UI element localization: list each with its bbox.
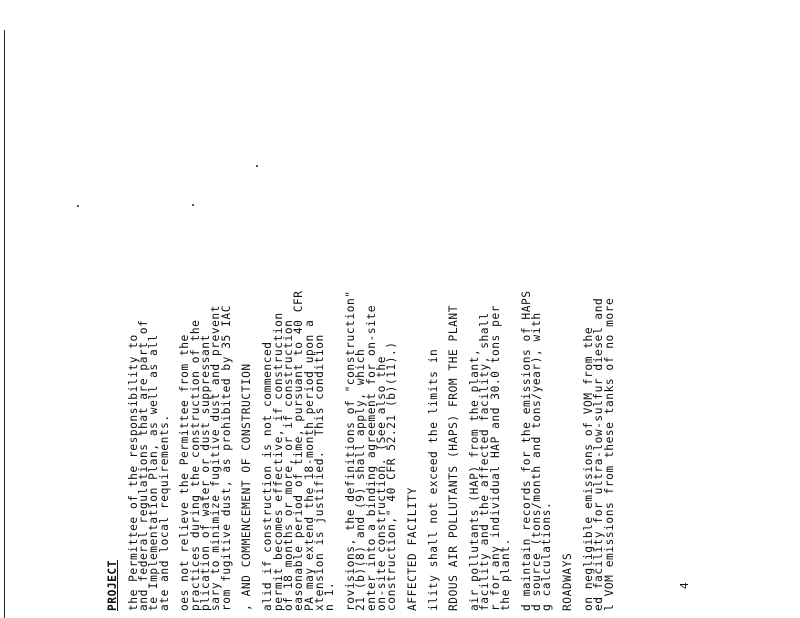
text-line: AFFECTED FACILITY — [405, 487, 419, 611]
text-line: ate and local requirements. — [157, 414, 171, 611]
text-line: xtension is justified. This condition — [312, 334, 326, 611]
text-line: rom fugitive dust, as prohibited by 35 IAC — [219, 305, 233, 611]
text-line: te Implementation Plan, as well as all — [147, 334, 161, 611]
text-line: rovisions, the definitions of "construction" — [343, 290, 357, 611]
text-line: RDOUS AIR POLLUTANTS (HAPS) FROM THE PLANT — [447, 305, 461, 611]
scan-edge-line — [4, 30, 5, 618]
text-line: r for any individual HAP and 30.0 tons per — [488, 305, 502, 611]
text-line: n 1. — [323, 581, 337, 611]
rotated-text-body — [106, 51, 691, 611]
text-line: ility shall not exceed the limits in — [426, 348, 440, 611]
text-line: plication of water or dust suppressant — [199, 334, 213, 611]
text-line: and federal regulations that are part of — [137, 319, 151, 611]
text-line: practices during the construction of the — [188, 319, 202, 611]
text-line: easonable period of time, pursuant to 40 CFR — [292, 290, 306, 611]
text-line: facility and the affected facility, shall — [478, 312, 492, 611]
text-line: of 18 months or more, or if construction — [281, 319, 295, 611]
text-line: 21 (b)(8) and (9) shall apply, which — [354, 348, 368, 611]
text-line: PA may extend the 18-month period upon a — [302, 319, 316, 611]
text-line: d source (tons/month and tons/year), with — [530, 312, 544, 611]
page-number: 4 — [678, 581, 691, 589]
text-line: air pollutants (HAP) from the plant, — [468, 348, 482, 611]
text-line: on negligible emissions of VOM from the — [581, 326, 595, 611]
text-line: oes not relieve the Permittee from the — [178, 334, 192, 611]
text-line: the Permittee of the responsibility to — [126, 334, 140, 611]
text-blocks — [126, 51, 626, 611]
text-line: , AND COMMENCEMENT OF CONSTRUCTION — [240, 363, 254, 611]
text-line: construction," 40 CFR 52.21 (b)(11).) — [385, 341, 399, 611]
text-line: the plant. — [499, 538, 513, 611]
text-line: permit becomes effective, if construction — [271, 312, 285, 611]
text-line: d maintain records for the emissions of HAPS — [519, 290, 533, 611]
text-line: on-site construction. (See also the — [374, 356, 388, 611]
text-line: alid if construction is not commenced — [261, 341, 275, 611]
text-line: g calculations. — [540, 501, 554, 611]
text-line: sary to minimize fugitive dust and prevent — [209, 305, 223, 611]
text-line: l VOM emissions from these tanks of no more — [602, 297, 616, 611]
scan-speck — [77, 205, 79, 207]
text-line: ed facility for ultra-low-sulfur diesel and — [592, 297, 606, 611]
section-heading-project: PROJECT — [106, 560, 119, 611]
text-line: enter into a binding agreement for on-site — [364, 305, 378, 611]
text-line: ROADWAYS — [561, 552, 575, 611]
